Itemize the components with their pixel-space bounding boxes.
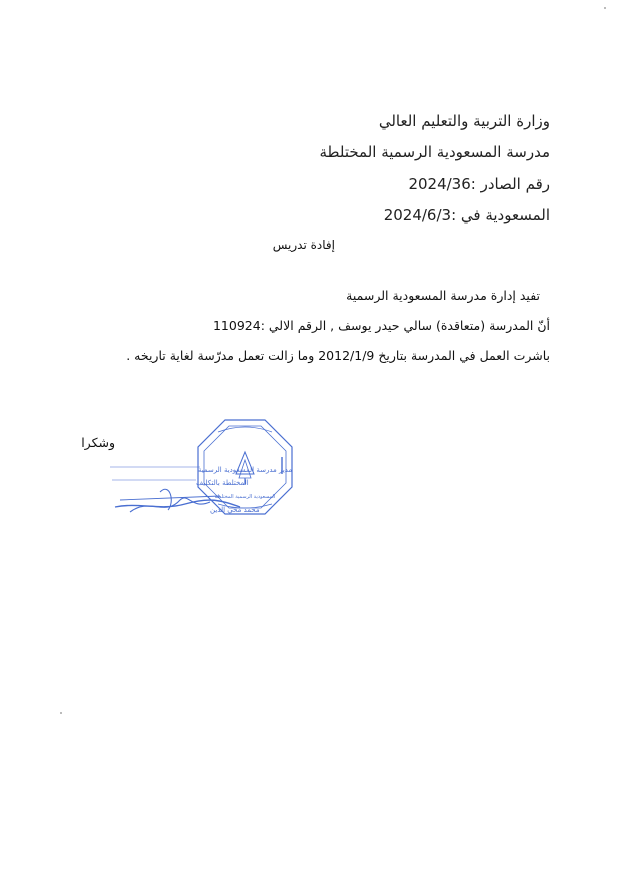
scan-speck bbox=[60, 712, 62, 714]
document-title: إفادة تدريس bbox=[272, 238, 335, 252]
svg-text:المختلطة بالتكليف: المختلطة بالتكليف bbox=[196, 479, 249, 487]
svg-text:محمد محي الدين: محمد محي الدين bbox=[210, 506, 260, 514]
reference-number: رقم الصادر :2024/36 bbox=[408, 175, 550, 193]
scan-speck bbox=[604, 7, 606, 9]
body-line-2: أنّ المدرسة (متعاقدة) سالي حيدر يوسف , الرقم الالي :110924 bbox=[212, 318, 550, 333]
school-name: مدرسة المسعودية الرسمية المختلطة bbox=[319, 143, 550, 161]
body-line-3: باشرت العمل في المدرسة بتاريخ 2012/1/9 وما زالت تعمل مدرّسة لغاية تاريخه . bbox=[126, 348, 550, 363]
ministry-name: وزارة التربية والتعليم العالي bbox=[378, 112, 550, 130]
body-line-1: تفيد إدارة مدرسة المسعودية الرسمية bbox=[346, 288, 540, 303]
svg-text:المسعودية الرسمية المختلطة: المسعودية الرسمية المختلطة bbox=[214, 494, 276, 500]
svg-text:مدير مدرسة المسعودية الرسمية: مدير مدرسة المسعودية الرسمية bbox=[198, 466, 293, 474]
closing-thanks: وشكرا bbox=[81, 435, 115, 450]
school-stamp-icon bbox=[100, 412, 300, 522]
place-and-date: المسعودية في :2024/6/3 bbox=[383, 206, 550, 224]
